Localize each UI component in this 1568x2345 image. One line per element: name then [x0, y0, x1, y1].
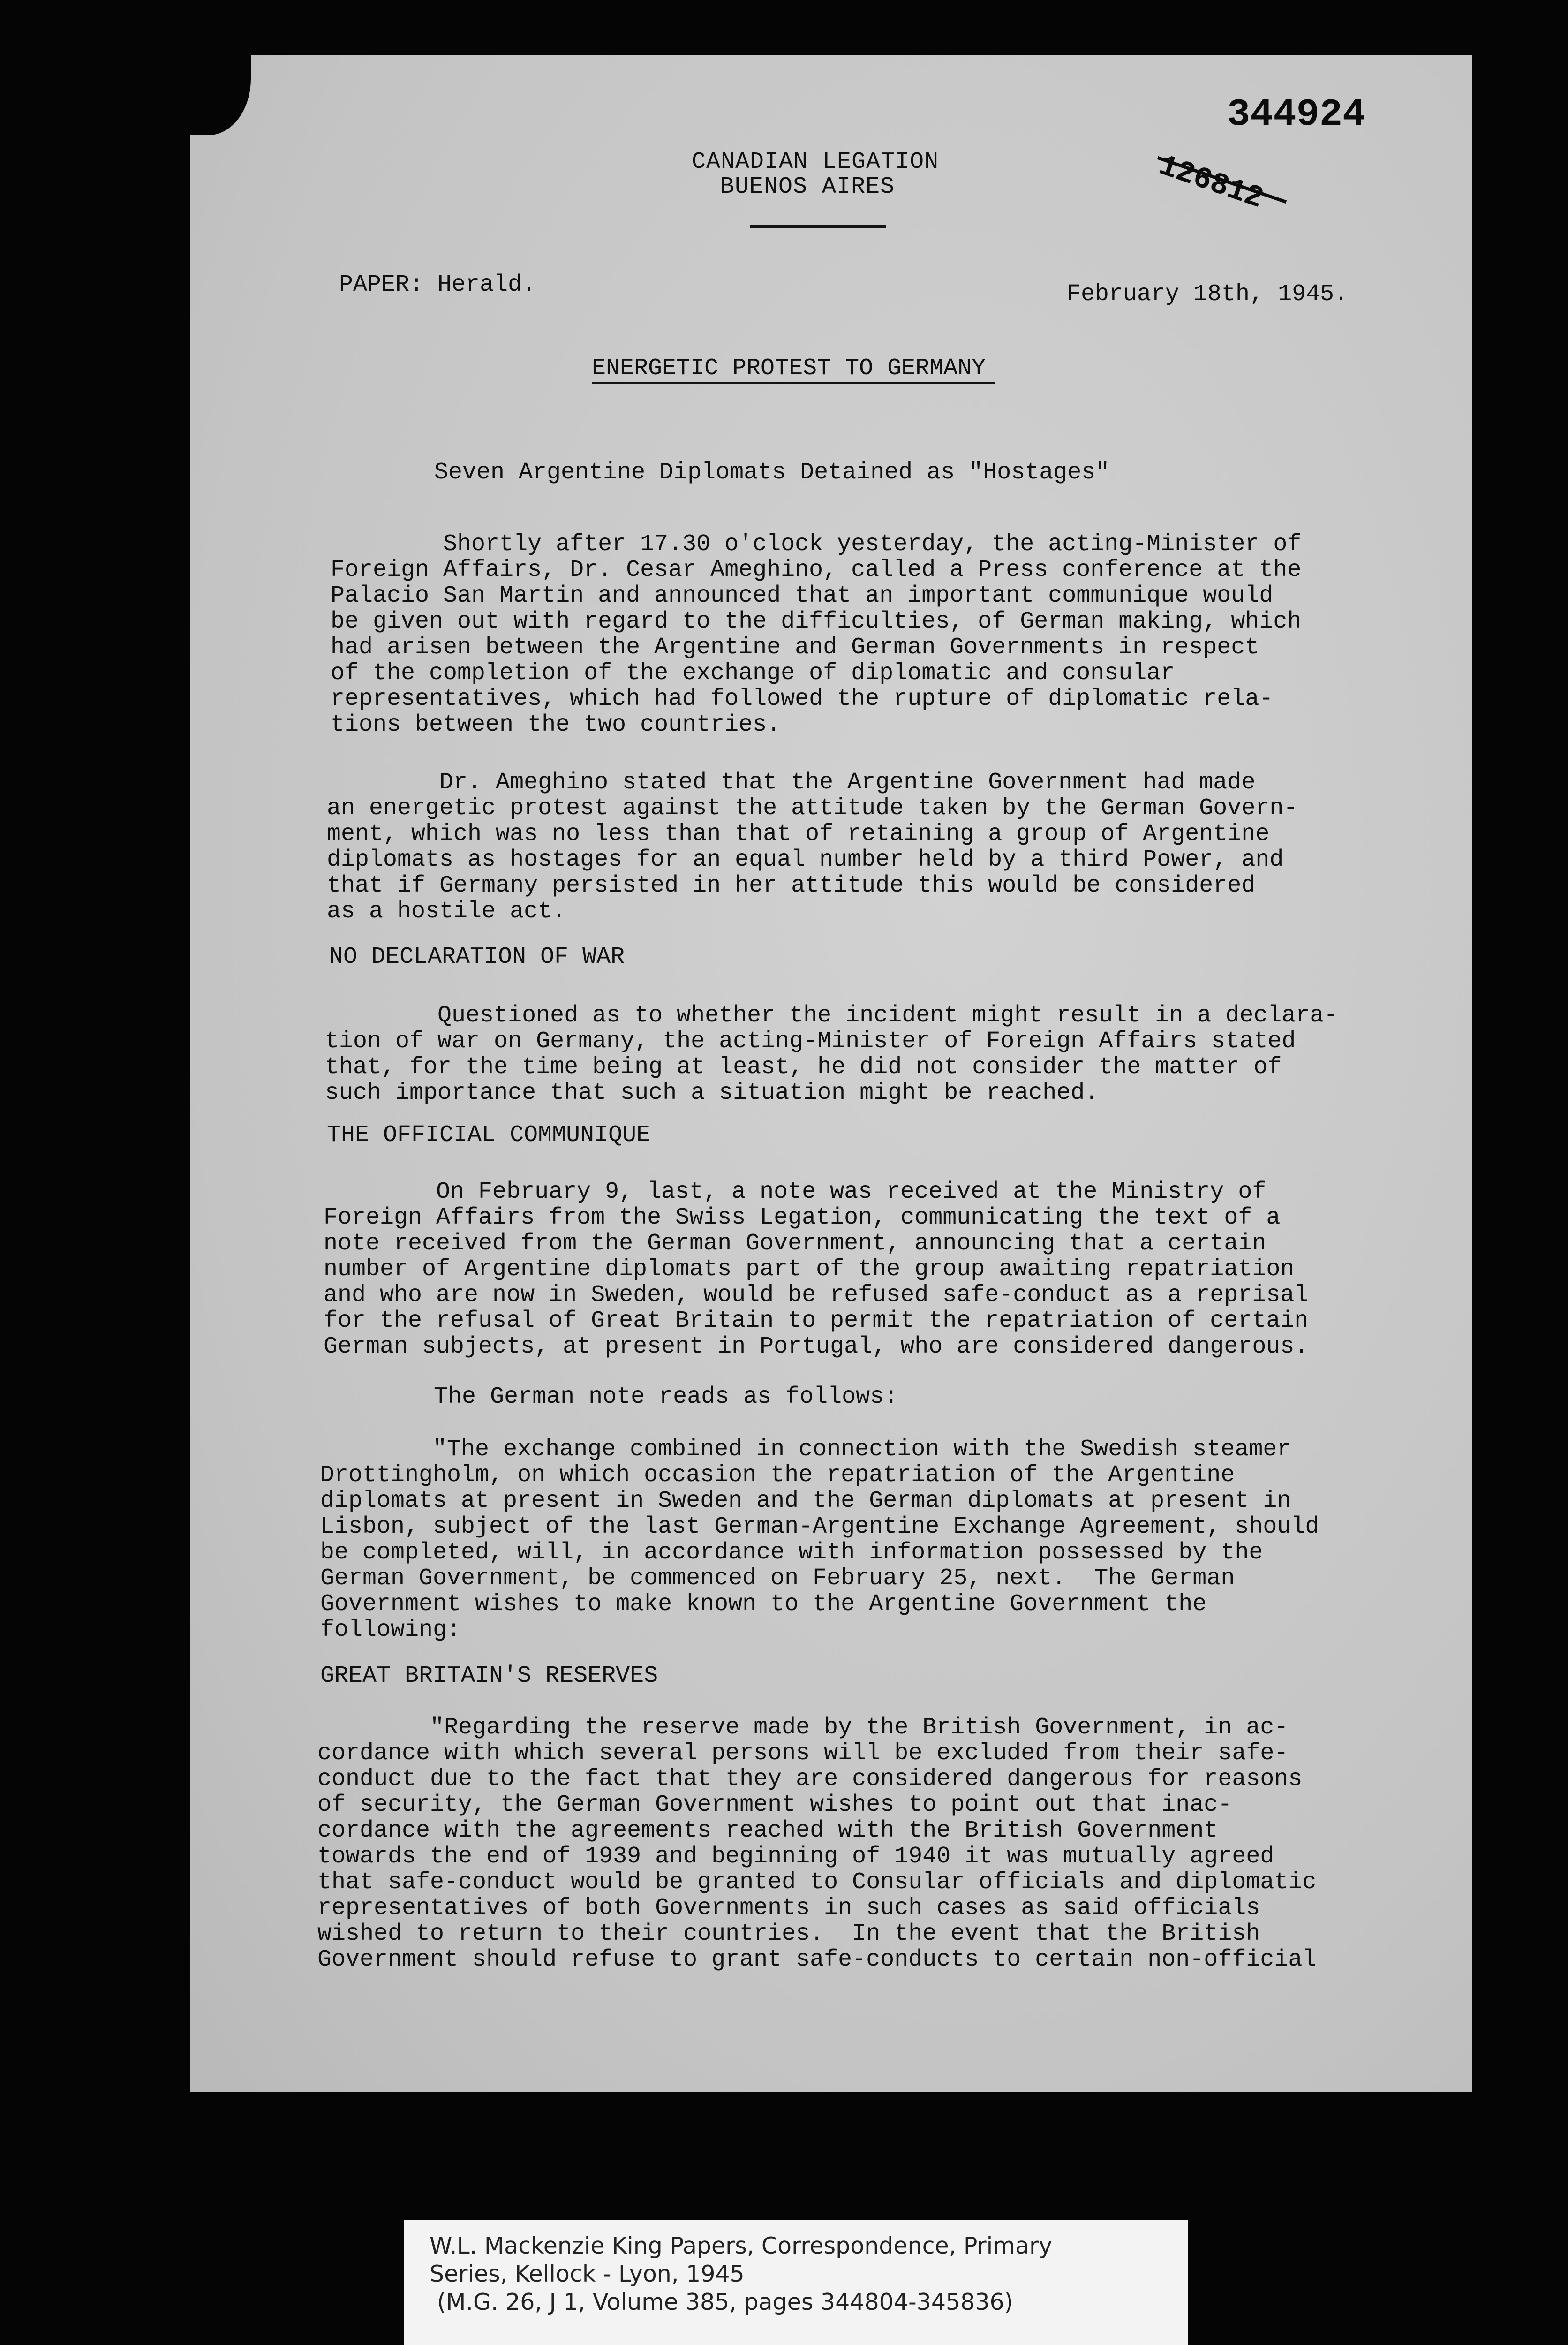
paragraph-4: On February 9, last, a note was received at the Ministry of Foreign Affairs from the Swiss Legation, communicating the text of a note received from the German Government, announcing that a certain number of Argentine diplomats part of the group awaiting repatriation and who are now in Sweden, would be refused safe-conduct as a reprisal for the refusal of Great Britain to permit the repatriation of certain German subjects, at present in Portugal, who are considered dangerous. [324, 1179, 1309, 1360]
citation-line-3: (M.G. 26, J 1, Volume 385, pages 344804-345836) [437, 2289, 1013, 2315]
paragraph-5: The German note reads as follows: [321, 1384, 898, 1410]
heading-official-communique: THE OFFICIAL COMMUNIQUE [327, 1122, 651, 1149]
article-title: ENERGETIC PROTEST TO GERMANY [592, 355, 986, 382]
paragraph-7: "Regarding the reserve made by the British Government, in ac- cordance with which several persons will be excluded from their safe- conduct due to the fact that they are considered dangerous for reasons of security, the German Government wishes to point out that inac- cordance with the agreements reached with the British Government towards the end of 1939 and beginning of 1940 it was mutually agreed that safe-conduct would be granted to Consular officials and diplomatic representatives of both Governments in such cases as said officials wished to return to their countries. In the event that the British Government should refuse to grant safe-conducts to certain non-official [317, 1714, 1317, 1973]
article-subtitle: Seven Argentine Diplomats Detained as "Hostages" [434, 459, 1110, 486]
paragraph-2: Dr. Ameghino stated that the Argentine Government had made an energetic protest against the attitude taken by the German Govern- ment, which was no less than that of retaining a group of Argentine diplomats as hostages for an equal number held by a third Power, and that if Germany persisted in her attitude this would be considered as a hostile act. [327, 769, 1298, 925]
document-date: February 18th, 1945. [1067, 281, 1349, 308]
paragraph-6: "The exchange combined in connection with the Swedish steamer Drottingholm, on which occasion the repatriation of the Argentine diplomats at present in Sweden and the German diplomats at present in Lisbon, subject of the last German-Argentine Exchange Agreement, should be completed, will, in accordance with information possessed by the German Government, be commenced on February 25, next. The German Government wishes to make known to the Argentine Government the following: [320, 1436, 1319, 1643]
paragraph-3: Questioned as to whether the incident might result in a declara- tion of war on Germany, the acting-Minister of Foreign Affairs stated that, for the time being at least, he did not consider the matter of such importance that such a situation might be reached. [325, 1002, 1338, 1106]
letterhead-line-2: BUENOS AIRES [720, 174, 895, 200]
title-underline [592, 382, 995, 384]
document-page [190, 55, 1472, 2092]
heading-no-declaration: NO DECLARATION OF WAR [329, 944, 625, 970]
letterhead-rule [750, 225, 886, 228]
torn-corner [190, 55, 251, 135]
citation-line-2: Series, Kellock - Lyon, 1945 [430, 2261, 745, 2287]
stamp-number: 344924 [1227, 93, 1366, 136]
paper-source: PAPER: Herald. [339, 272, 536, 298]
paragraph-1: Shortly after 17.30 o'clock yesterday, the acting-Minister of Foreign Affairs, Dr. Cesar Ameghino, called a Press conference at the Palacio San Martin and announced that an important communique would be given out with regard to the difficulties, of German making, which had arisen between the Argentine and German Governments in respect of the completion of the exchange of diplomatic and consular representatives, which had followed the rupture of diplomatic rela- tions between the two countries. [331, 531, 1302, 738]
old-reference-number: 126812 [1154, 149, 1267, 217]
heading-great-britain-reserves: GREAT BRITAIN'S RESERVES [320, 1663, 658, 1689]
letterhead-line-1: CANADIAN LEGATION [692, 149, 939, 175]
citation-line-1: W.L. Mackenzie King Papers, Correspondence, Primary [430, 2232, 1053, 2259]
citation-label [404, 2220, 1188, 2345]
